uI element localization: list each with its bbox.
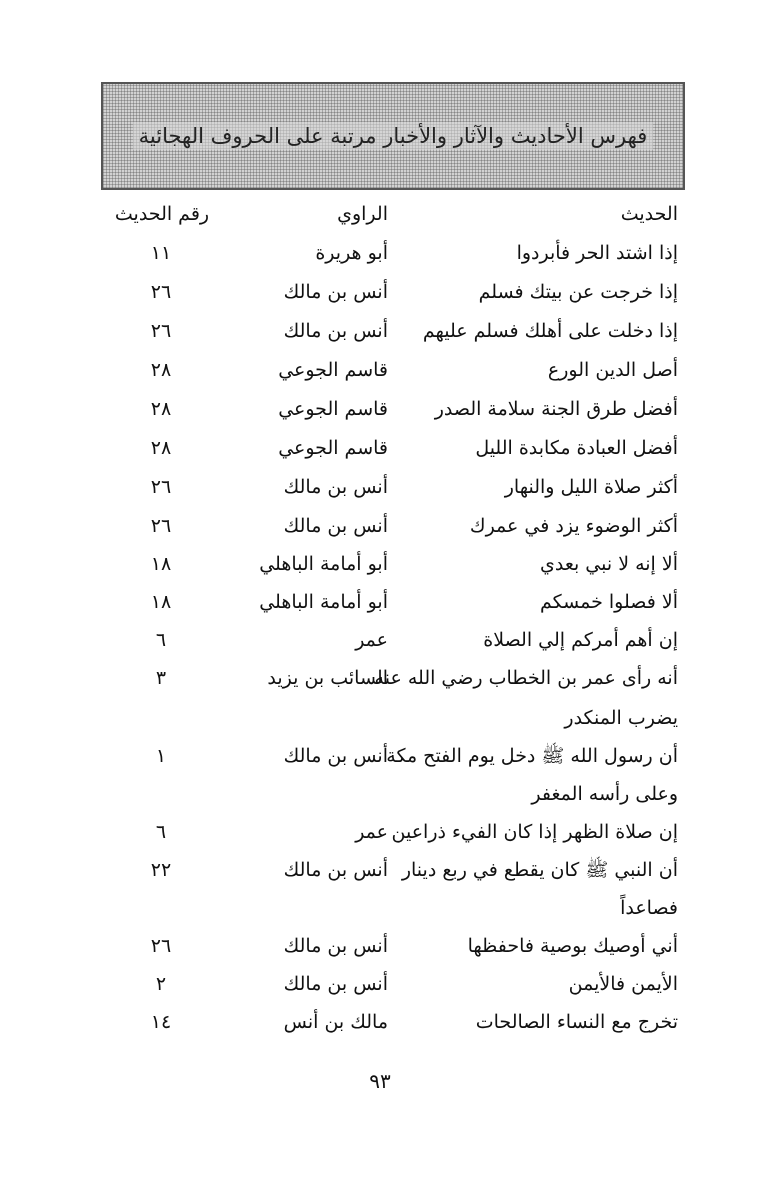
hadith-number: ٦ <box>155 821 167 843</box>
hadith-number: ٢٨ <box>150 437 172 459</box>
table-row <box>0 235 760 271</box>
hadith-continuation-row <box>0 776 760 812</box>
narrator-name: أنس بن مالك <box>283 476 388 498</box>
table-row <box>0 313 760 349</box>
hadith-continuation-row <box>0 890 760 926</box>
hadith-continuation-row <box>0 700 760 736</box>
header-number: رقم الحديث <box>114 203 210 225</box>
table-row <box>0 738 760 774</box>
hadith-text: تخرج مع النساء الصالحات <box>475 1011 678 1033</box>
narrator-name: أنس بن مالك <box>283 745 388 767</box>
hadith-number: ٢٦ <box>150 476 172 498</box>
hadith-number: ٢٢ <box>150 859 172 881</box>
table-row <box>0 430 760 466</box>
table-row <box>0 622 760 658</box>
hadith-text: أفضل العبادة مكابدة الليل <box>475 437 678 459</box>
hadith-number: ٣ <box>155 667 167 689</box>
table-row <box>0 469 760 505</box>
table-row <box>0 508 760 544</box>
hadith-number: ٦ <box>155 629 167 651</box>
narrator-name: أبو هريرة <box>315 242 388 264</box>
hadith-text: أفضل طرق الجنة سلامة الصدر <box>434 398 678 420</box>
hadith-text: أكثر الوضوء يزد في عمرك <box>469 515 678 537</box>
hadith-text: إن أهم أمركم إلي الصلاة <box>483 629 678 651</box>
hadith-text: إذا اشتد الحر فأبردوا <box>516 242 678 264</box>
narrator-name: عمر <box>355 629 388 651</box>
hadith-number: ٢٦ <box>150 935 172 957</box>
hadith-number: ١٤ <box>150 1011 172 1033</box>
hadith-number: ٢٨ <box>150 398 172 420</box>
table-row <box>0 966 760 1002</box>
hadith-continuation: يضرب المنكدر <box>564 707 678 729</box>
index-title-box <box>101 82 685 190</box>
narrator-name: مالك بن أنس <box>283 1011 388 1033</box>
hadith-continuation: فصاعداً <box>620 897 678 919</box>
header-hadith: الحديث <box>620 203 678 225</box>
hadith-text: ألا فصلوا خمسكم <box>540 591 678 613</box>
narrator-name: أبو أمامة الباهلي <box>259 553 388 575</box>
narrator-name: أنس بن مالك <box>283 935 388 957</box>
narrator-name: قاسم الجوعي <box>278 359 388 381</box>
index-title: فهرس الأحاديث والآثار والأخبار مرتبة على الحروف الهجائية <box>133 122 654 150</box>
table-header <box>0 196 760 232</box>
narrator-name: أنس بن مالك <box>283 859 388 881</box>
hadith-number: ١٨ <box>150 553 172 575</box>
hadith-number: ٢٦ <box>150 281 172 303</box>
table-row <box>0 274 760 310</box>
hadith-number: ٢٨ <box>150 359 172 381</box>
table-row <box>0 352 760 388</box>
table-row <box>0 660 760 696</box>
hadith-text: أنه رأى عمر بن الخطاب رضي الله عنه <box>374 667 678 689</box>
narrator-name: أنس بن مالك <box>283 320 388 342</box>
hadith-text: أصل الدين الورع <box>547 359 678 381</box>
hadith-text: الأيمن فالأيمن <box>568 973 678 995</box>
hadith-continuation: وعلى رأسه المغفر <box>531 783 678 805</box>
hadith-number: ٢٦ <box>150 320 172 342</box>
narrator-name: أنس بن مالك <box>283 515 388 537</box>
narrator-name: عمر <box>355 821 388 843</box>
hadith-text: إذا خرجت عن بيتك فسلم <box>478 281 678 303</box>
hadith-text: أكثر صلاة الليل والنهار <box>504 476 678 498</box>
table-row <box>0 546 760 582</box>
narrator-name: أنس بن مالك <box>283 281 388 303</box>
narrator-name: أنس بن مالك <box>283 973 388 995</box>
table-row <box>0 1004 760 1040</box>
hadith-text: إن صلاة الظهر إذا كان الفيء ذراعين <box>391 821 678 843</box>
hadith-number: ٢٦ <box>150 515 172 537</box>
narrator-name: قاسم الجوعي <box>278 437 388 459</box>
narrator-name: أبو أمامة الباهلي <box>259 591 388 613</box>
hadith-text: أن النبي ﷺ كان يقطع في ربع دينار <box>401 859 678 881</box>
hadith-number: ٢ <box>155 973 167 995</box>
table-row <box>0 584 760 620</box>
table-row <box>0 928 760 964</box>
hadith-text: ألا إنه لا نبي بعدي <box>539 553 678 575</box>
narrator-name: السائب بن يزيد <box>267 667 388 689</box>
table-row <box>0 852 760 888</box>
hadith-text: أني أوصيك بوصية فاحفظها <box>467 935 678 957</box>
hadith-number: ١٨ <box>150 591 172 613</box>
hadith-number: ١ <box>155 745 167 767</box>
hadith-text: أن رسول الله ﷺ دخل يوم الفتح مكة <box>386 745 678 767</box>
narrator-name: قاسم الجوعي <box>278 398 388 420</box>
table-row <box>0 814 760 850</box>
hadith-text: إذا دخلت على أهلك فسلم عليهم <box>422 320 678 342</box>
table-row <box>0 391 760 427</box>
header-narrator: الراوي <box>337 203 388 225</box>
hadith-number: ١١ <box>150 242 172 264</box>
page-number: ٩٣ <box>369 1069 391 1093</box>
